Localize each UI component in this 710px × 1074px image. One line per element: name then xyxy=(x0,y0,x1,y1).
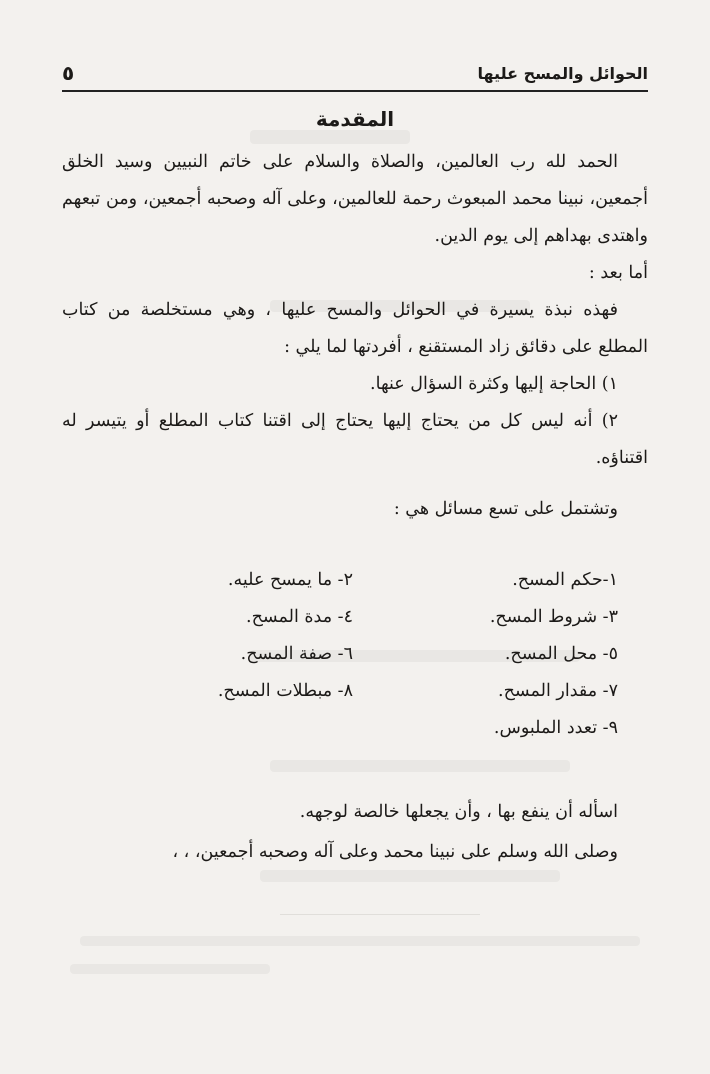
closing-salutation: وصلى الله وسلم على نبينا محمد وعلى آله وصحبه أجمعين، ، ، xyxy=(172,842,618,862)
topic-item: ٨- مبطلات المسح. xyxy=(217,681,353,701)
closing-prayer: اسأله أن ينفع بها ، وأن يجعلها خالصة لوجهه. xyxy=(299,802,618,822)
topic-item: ٢- ما يمسح عليه. xyxy=(227,570,353,590)
topic-item: ٥- محل المسح. xyxy=(504,644,618,664)
closing-section xyxy=(62,792,648,872)
topics-row xyxy=(62,599,648,636)
running-title: الحوائل والمسح عليها xyxy=(477,64,648,83)
topic-item: ٦- صفة المسح. xyxy=(240,644,353,664)
page-number: ٥ xyxy=(62,61,75,85)
reason-item-2: ٢) أنه ليس كل من يحتاج إليها يحتاج إلى اقتنا كتاب المطلع أو يتيسر له اقتناؤه. xyxy=(62,411,648,468)
topics-intro: وتشتمل على تسع مسائل هي : xyxy=(393,499,618,519)
topic-item: ١-حكم المسح. xyxy=(512,570,618,590)
opening-paragraph: الحمد لله رب العالمين، والصلاة والسلام على خاتم النبيين وسيد الخلق أجمعين، نبينا محمد المبعوث رحمة للعالمين، وعلى آله وصحبه أجمعين، ومن تبعهم واهتدى بهداهم إلى يوم الدين. xyxy=(62,152,648,246)
topic-item: ٩- تعدد الملبوس. xyxy=(493,718,618,738)
topics-row xyxy=(62,636,648,673)
purpose-paragraph: فهذه نبذة يسيرة في الحوائل والمسح عليها ، وهي مستخلصة من كتاب المطلع على دقائق زاد المستقنع ، أفردتها لما يلي : xyxy=(62,300,648,357)
introduction-body xyxy=(62,144,648,528)
transition-line: أما بعد : xyxy=(588,263,648,283)
topic-item: ٣- شروط المسح. xyxy=(489,607,618,627)
topic-item: ٤- مدة المسح. xyxy=(246,607,353,627)
bleed-through-footnote-rule xyxy=(280,914,480,915)
bleed-through-mark xyxy=(80,936,640,946)
reason-item-1: ١) الحاجة إليها وكثرة السؤال عنها. xyxy=(370,374,618,394)
topic-item: ٧- مقدار المسح. xyxy=(498,681,618,701)
page-header xyxy=(62,62,648,92)
topics-list xyxy=(62,562,648,747)
bleed-through-mark xyxy=(70,964,270,974)
topics-row xyxy=(62,562,648,599)
topics-row xyxy=(62,673,648,710)
bleed-through-mark xyxy=(270,760,570,772)
section-title: المقدمة xyxy=(315,107,395,131)
topics-row xyxy=(62,710,648,747)
